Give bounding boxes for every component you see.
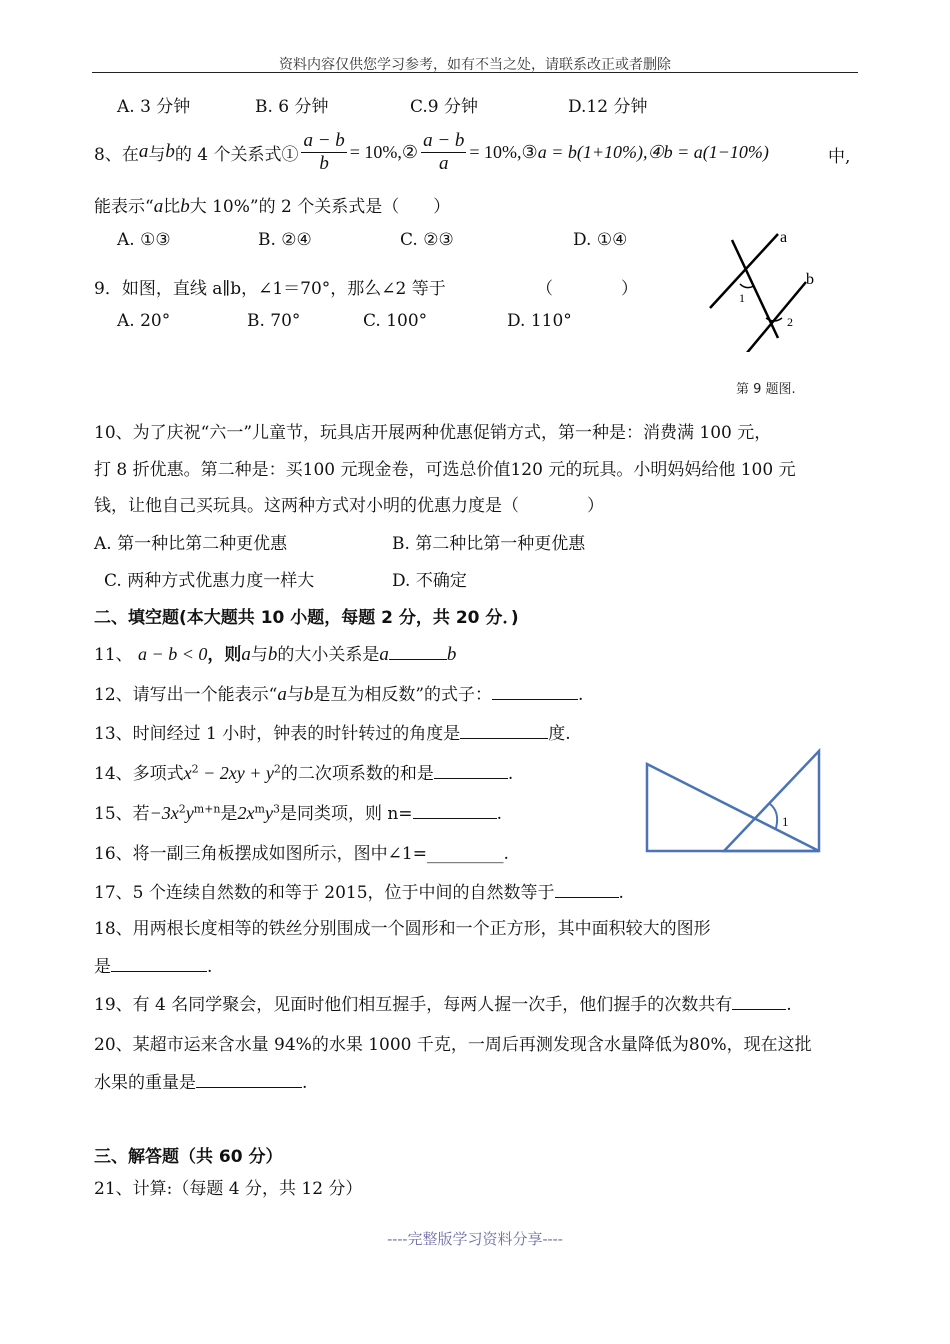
q9-label-1: 1 — [739, 291, 745, 305]
q10-line2: 打 8 折优惠。第二种是：买100 元现金卷，可选总价值120 元的玩具。小明妈妈给他 100 元 — [94, 460, 796, 480]
q10-line1: 10、为了庆祝“六一”儿童节，玩具店开展两种优惠促销方式，第一种是：消费满 100 元， — [94, 423, 772, 443]
q10-option-c: C. 两种方式优惠力度一样大 — [104, 571, 315, 591]
q7-option-b: B. 6 分钟 — [255, 97, 329, 117]
q11-prefix: 11、 — [94, 645, 133, 665]
q11-text: 的大小关系是 — [277, 645, 380, 665]
q11-var-b: b — [267, 644, 278, 665]
q15-answer-blank[interactable] — [413, 802, 497, 819]
q20-line2 — [94, 1068, 307, 1093]
q9-label-2: 2 — [787, 315, 793, 329]
q9-caption: 第 9 题图. — [736, 382, 796, 397]
q19-end: . — [786, 995, 792, 1015]
q10-option-a: A. 第一种比第二种更优惠 — [94, 534, 288, 554]
q8-eq1: = 10%,② — [349, 141, 419, 162]
q8-line2-var-b: b — [180, 196, 190, 217]
header-rule — [92, 72, 858, 73]
q15-term2-y: y — [264, 803, 273, 823]
q13-answer-blank[interactable] — [460, 722, 548, 739]
q8-option-c: C. ②③ — [400, 230, 454, 250]
q8-line1 — [94, 130, 769, 174]
q8-var-b: b — [165, 141, 175, 162]
q11-then: ，则 — [207, 645, 242, 665]
q16-angle-arc — [770, 804, 777, 828]
q8-rel3: a = b(1+10%),④ — [537, 141, 664, 162]
q12-suffix: 是互为相反数”的式子： — [313, 685, 493, 705]
q7-option-a: A. 3 分钟 — [117, 97, 191, 117]
q11-var-b2: b — [446, 644, 457, 665]
q15-term1-y-exp: m+n — [193, 802, 221, 816]
q14-expr-rest: − 2xy + y — [198, 763, 274, 783]
q8-line2 — [94, 192, 450, 218]
q10-option-d: D. 不确定 — [392, 571, 467, 591]
q14-end: . — [507, 764, 514, 784]
page-header: 资料内容仅供您学习参考，如有不当之处，请联系改正或者删除 — [279, 57, 671, 73]
q7-option-c: C.9 分钟 — [410, 97, 479, 117]
q15-prefix: 15、若 — [94, 804, 150, 824]
q15-term2-x: 2x — [237, 803, 255, 823]
q12-end: . — [578, 685, 584, 705]
q9-stem: 9．如图，直线 a∥b，∠1＝70°，那么∠2 等于 — [94, 279, 446, 299]
page-footer: ----完整版学习资料分享---- — [387, 1230, 563, 1248]
q8-tail: 中, — [828, 147, 851, 167]
q20-line2-text: 水果的重量是 — [94, 1073, 196, 1093]
q9-option-d: D. 110° — [507, 311, 572, 331]
q19-text: 19、有 4 名同学聚会，见面时他们相互握手，每两人握一次手，他们握手的次数共有 — [94, 995, 733, 1015]
q19 — [94, 990, 792, 1015]
q8-fraction-2 — [421, 130, 466, 175]
q8-line2-c: 大 10%”的 2 个关系式是（ ） — [189, 197, 451, 217]
q16-end: . — [503, 844, 509, 864]
q17-answer-blank[interactable] — [555, 881, 619, 898]
q8-mid: 的 4 个关系式① — [174, 144, 299, 165]
q8-frac1-numerator: a − b — [303, 129, 345, 151]
q9-figure — [700, 222, 830, 352]
q9-paren: （ ） — [536, 279, 638, 299]
q16-triangle-45 — [724, 751, 819, 851]
q15-suffix: 是同类项，则 n= — [279, 804, 413, 824]
q15-term1-x: −3x — [149, 803, 179, 823]
q9-option-c: C. 100° — [363, 311, 428, 331]
q14-expr-x: x — [183, 763, 192, 783]
q18-line2-text: 是 — [94, 957, 111, 977]
q20-end: . — [302, 1073, 308, 1093]
q17-text: 17、5 个连续自然数的和等于 2015，位于中间的自然数等于 — [94, 883, 555, 903]
q14 — [94, 759, 513, 784]
q13 — [94, 719, 571, 744]
q8-and: 与 — [148, 144, 166, 165]
q15-term1-x-exp: 2 — [178, 802, 186, 816]
q11-var-a: a — [241, 644, 251, 665]
q21: 21、计算:（每题 4 分，共 12 分） — [94, 1179, 363, 1199]
q20-line1: 20、某超市运来含水量 94%的水果 1000 千克，一周后再测发现含水量降低为80%，现在这批 — [94, 1035, 812, 1055]
q8-prefix: 8、在 — [94, 144, 139, 165]
q15-end: . — [496, 804, 502, 824]
q18-answer-blank[interactable] — [111, 955, 207, 972]
q8-option-b: B. ②④ — [258, 230, 312, 250]
q10-option-b: B. 第二种比第一种更优惠 — [392, 534, 586, 554]
q10-line3: 钱，让他自己买玩具。这两种方式对小明的优惠力度是（ ） — [94, 496, 604, 516]
q12-var-a: a — [277, 684, 287, 705]
q12-mid: 与 — [286, 685, 304, 705]
q16 — [94, 839, 509, 864]
q14-answer-blank[interactable] — [434, 762, 508, 779]
section-2-title: 二、填空题(本大题共 10 小题，每题 2 分，共 20 分．) — [94, 608, 519, 628]
q18-line2 — [94, 952, 212, 977]
q17 — [94, 878, 624, 903]
q9-label-a: a — [780, 229, 788, 246]
q11-expr: a − b < 0 — [138, 644, 208, 664]
q8-frac1-denominator: b — [319, 152, 329, 174]
q13-text: 13、时间经过 1 小时，钟表的时针转过的角度是 — [94, 724, 461, 744]
q11-answer-blank[interactable] — [389, 643, 447, 660]
q15-mid: 是 — [220, 804, 238, 824]
q9-option-b: B. 70° — [247, 311, 301, 331]
q8-fraction-1 — [301, 130, 346, 175]
q19-answer-blank[interactable] — [732, 993, 786, 1010]
q15-term1-y: y — [185, 803, 194, 823]
q13-end: 度. — [548, 724, 571, 744]
q8-frac2-denominator: a — [438, 152, 449, 174]
q16-blank[interactable]: _________ — [426, 844, 504, 864]
q18-end: . — [207, 957, 213, 977]
q11 — [94, 640, 456, 666]
q8-frac2-numerator: a − b — [423, 129, 465, 151]
q15 — [94, 799, 502, 824]
q16-figure — [644, 748, 824, 858]
q8-line2-a: 能表示“ — [94, 197, 154, 217]
q8-option-d: D. ①④ — [573, 230, 628, 250]
q9-label-b: b — [806, 271, 814, 288]
q18-line1: 18、用两根长度相等的铁丝分别围成一个圆形和一个正方形，其中面积较大的图形 — [94, 919, 711, 939]
q12-answer-blank[interactable] — [492, 683, 578, 700]
q8-var-a: a — [138, 141, 149, 162]
q15-term2-x-exp: m — [254, 802, 265, 816]
q9-transversal — [732, 240, 778, 338]
q7-option-d: D.12 分钟 — [568, 97, 648, 117]
q14-prefix: 14、多项式 — [94, 764, 184, 784]
q8-line2-b: 比 — [163, 197, 181, 217]
q12 — [94, 680, 583, 706]
q11-mid: 与 — [250, 645, 268, 665]
q11-var-a2: a — [379, 644, 389, 665]
q8-line2-var-a: a — [153, 196, 164, 217]
section-3-title: 三、解答题（共 60 分） — [94, 1147, 283, 1167]
q14-sup-2: 2 — [273, 762, 281, 776]
q9-line-b — [746, 282, 806, 352]
q8-eq2: = 10%,③ — [469, 141, 538, 162]
q14-suffix: 的二次项系数的和是 — [280, 764, 434, 784]
q17-end: . — [618, 883, 624, 903]
q8-rel4: b = a(1−10%) — [663, 141, 769, 162]
q14-sup-1: 2 — [191, 762, 199, 776]
q16-angle-label: 1 — [782, 814, 789, 829]
q12-var-b: b — [303, 684, 314, 705]
q9-option-a: A. 20° — [117, 311, 171, 331]
q12-prefix: 12、请写出一个能表示“ — [94, 685, 278, 705]
q20-answer-blank[interactable] — [196, 1071, 302, 1088]
q15-term2-y-exp: 3 — [272, 802, 280, 816]
q8-option-a: A. ①③ — [117, 230, 171, 250]
q16-text: 16、将一副三角板摆成如图所示，图中∠1= — [94, 844, 427, 864]
